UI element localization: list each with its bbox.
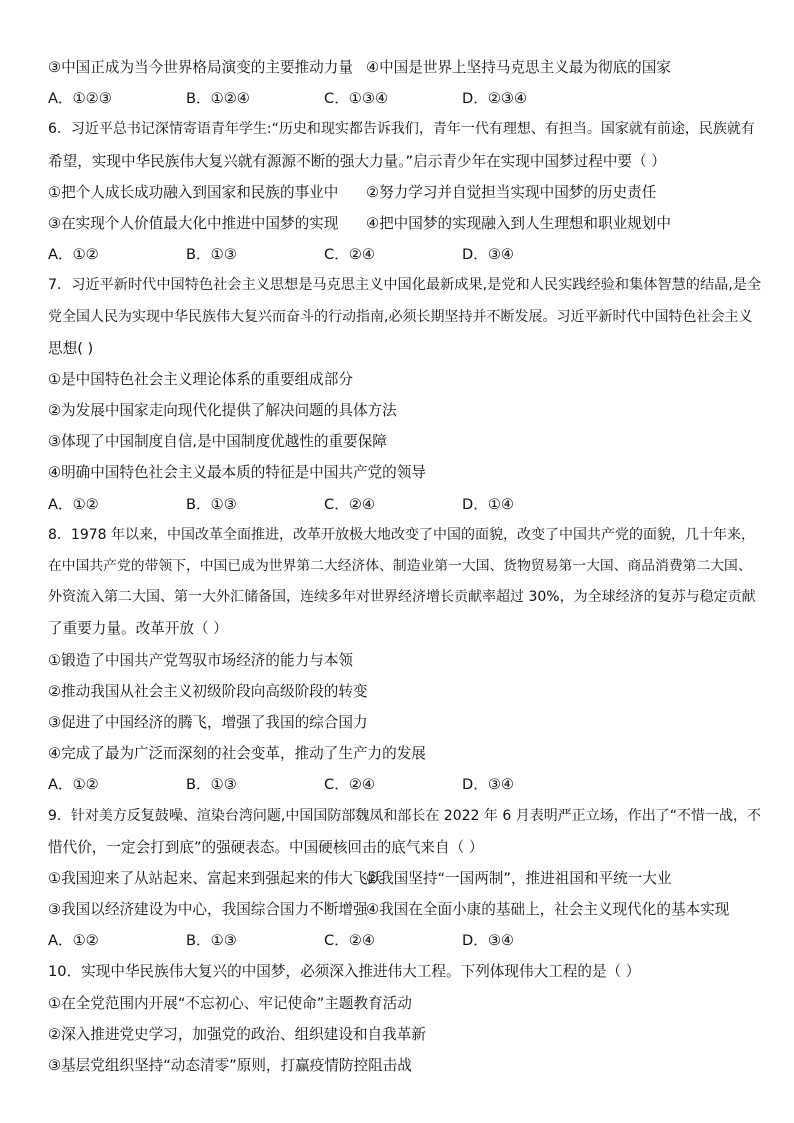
option-a: A．①② [48, 246, 99, 264]
choice-item: ③在实现个人价值最大化中推进中国梦的实现 [48, 214, 339, 232]
choice-item: ④完成了最为广泛而深刻的社会变革，推动了生产力的发展 [48, 745, 426, 763]
question-8-stem-cont: 了重要力量。改革开放（ ） [48, 620, 228, 638]
choice-item: ④把中国梦的实现融入到人生理想和职业规划中 [366, 214, 671, 232]
question-8-stem: 8．1978 年以来，中国改革全面推进，改革开放极大地改变了中国的面貌，改变了中国共产党的面貌，几十年来， [48, 526, 755, 543]
choice-item: ③中国正成为当今世界格局演变的主要推动力量 [48, 59, 353, 76]
option-d: D．③④ [462, 246, 514, 264]
answer-options [48, 83, 760, 114]
option-c: C．②④ [324, 495, 375, 513]
choice-item: ③我国以经济建设为中心，我国综合国力不断增强 [48, 901, 368, 919]
option-b: B．①③ [186, 495, 237, 513]
question-9-stem-cont: 惜代价，一定会打到底”的强硬表态。中国硬核回击的底气来自（ ） [48, 838, 484, 856]
choice-item: ③基层党组织坚持“动态清零”原则，打赢疫情防控阻击战 [48, 1057, 412, 1074]
choice-item: ③体现了中国制度自信,是中国制度优越性的重要保障 [48, 433, 387, 451]
question-7-stem: 7．习近平新时代中国特色社会主义思想是马克思主义中国化最新成果,是党和人民实践经验和集体智慧的结晶,是全 [48, 277, 762, 294]
option-c: C．②④ [324, 776, 375, 794]
question-7-stem-cont: 党全国人民为实现中华民族伟大复兴而奋斗的行动指南,必须长期坚持并不断发展。习近平新时代中国特色社会主义 [48, 308, 753, 325]
option-c: C．②④ [324, 932, 375, 950]
question-6-stem-cont: 希望，实现中华民族伟大复兴就有源源不断的强大力量。”启示青少年在实现中国梦过程中要（ ） [48, 152, 666, 170]
choice-item: ①在全党范围内开展“不忘初心、牢记使命”主题教育活动 [48, 994, 412, 1012]
option-a: A．①② [48, 495, 99, 513]
choice-item: ③促进了中国经济的腾飞，增强了我国的综合国力 [48, 713, 368, 731]
option-b: B．①②④ [186, 90, 250, 108]
question-6-stem: 6．习近平总书记深情寄语青年学生:“历史和现实都告诉我们，青年一代有理想、有担当。国家就有前途，民族就有 [48, 121, 755, 138]
choice-item: ①把个人成长成功融入到国家和民族的事业中 [48, 183, 339, 201]
choice-item: ②努力学习并自觉担当实现中国梦的历史责任 [366, 183, 657, 201]
question-items-row [48, 208, 760, 239]
choice-item: ①我国迎来了从站起来、富起来到强起来的伟大飞跃 [48, 869, 383, 887]
question-8-stem-cont: 外资流入第二大国、第一大外汇储备国，连续多年对世界经济增长贡献率超过 30%，为全球经济的复苏与稳定贡献 [48, 589, 756, 606]
option-d: D．③④ [462, 932, 514, 950]
option-b: B．①③ [186, 932, 237, 950]
choice-item: ①是中国特色社会主义理论体系的重要组成部分 [48, 370, 353, 388]
option-c: C．①③④ [324, 90, 389, 108]
choice-item: ④明确中国特色社会主义最本质的特征是中国共产党的领导 [48, 464, 426, 482]
choice-item: ④中国是世界上坚持马克思主义最为彻底的国家 [366, 59, 671, 76]
option-a: A．①②③ [48, 90, 112, 108]
choice-item: ④我国在全面小康的基础上，社会主义现代化的基本实现 [366, 901, 730, 919]
option-d: D．②③④ [462, 90, 528, 108]
option-a: A．①② [48, 776, 99, 794]
option-d: D．①④ [462, 495, 514, 513]
choice-item: ②为发展中国家走向现代化提供了解决问题的具体方法 [48, 402, 397, 420]
question-items-row [48, 894, 760, 925]
answer-options [48, 925, 760, 956]
question-10-stem: 10．实现中华民族伟大复兴的中国梦，必须深入推进伟大工程。下列体现伟大工程的是（ ） [48, 963, 641, 981]
option-a: A．①② [48, 932, 99, 950]
answer-options [48, 239, 760, 270]
question-9-stem: 9．针对美方反复鼓噪、渲染台湾问题,中国国防部魏凤和部长在 2022 年 6 月表明严正立场，作出了“不惜一战，不 [48, 807, 761, 824]
question-items-row [48, 177, 760, 208]
option-c: C．②④ [324, 246, 375, 264]
question-items-row [48, 863, 760, 894]
exam-page [48, 52, 760, 1081]
answer-options [48, 769, 760, 800]
question-items-row [48, 52, 760, 83]
choice-item: ②深入推进党史学习，加强党的政治、组织建设和自我革新 [48, 1025, 426, 1043]
answer-options [48, 489, 760, 520]
choice-item: ②推动我国从社会主义初级阶段向高级阶段的转变 [48, 682, 368, 700]
question-8-stem-cont: 在中国共产党的带领下，中国已成为世界第二大经济体、制造业第一大国、货物贸易第一大国、商品消费第二大国、 [48, 558, 752, 574]
option-b: B．①③ [186, 776, 237, 794]
question-7-stem-cont: 思想( ) [48, 339, 94, 357]
choice-item: ①锻造了中国共产党驾驭市场经济的能力与本领 [48, 651, 353, 669]
option-d: D．③④ [462, 776, 514, 794]
option-b: B．①③ [186, 246, 237, 264]
choice-item: ②我国坚持“一国两制”，推进祖国和平统一大业 [366, 869, 672, 887]
